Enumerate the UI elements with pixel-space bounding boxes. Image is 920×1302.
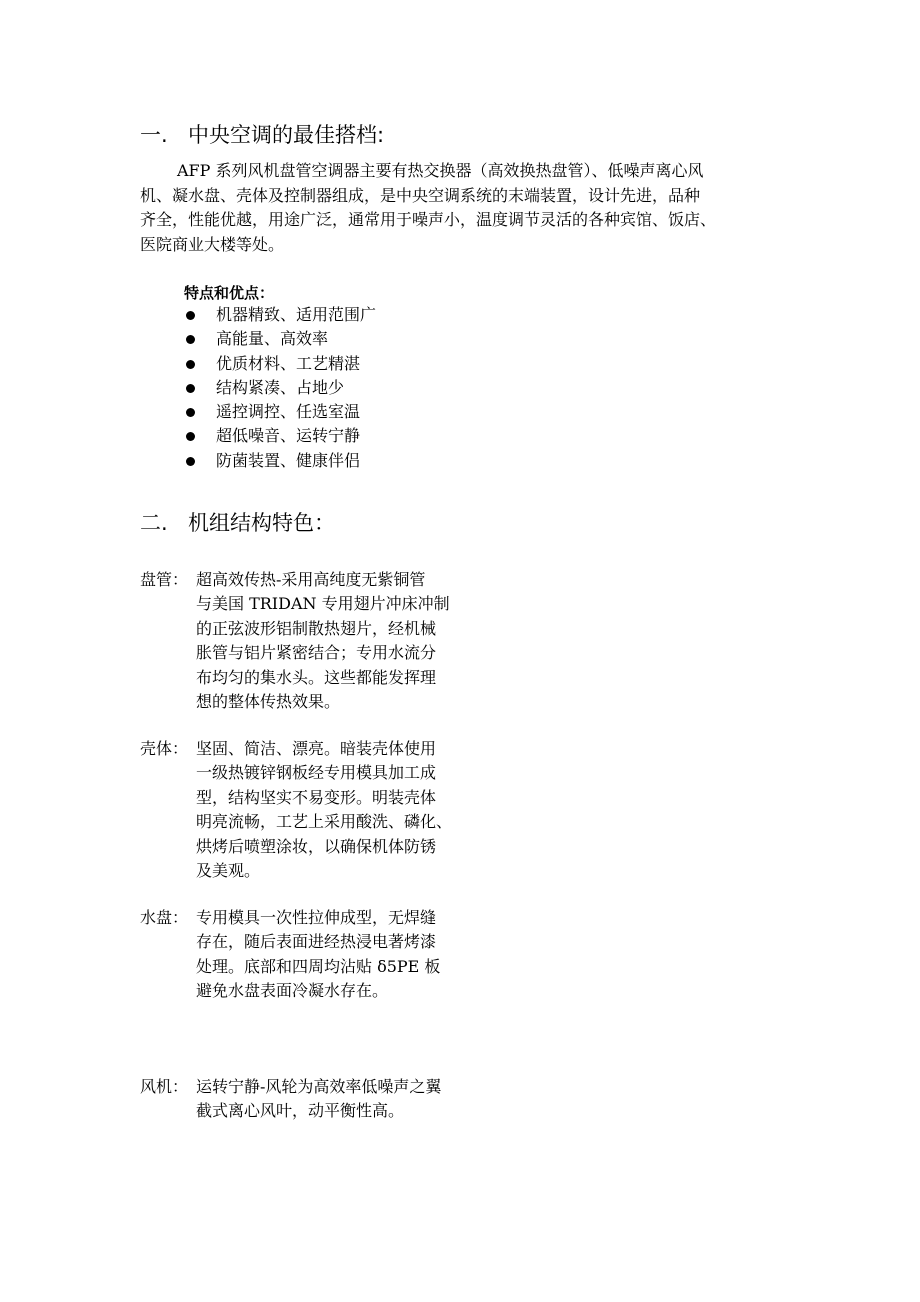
item-line: 的正弦波形铝制散热翅片，经机械: [196, 618, 437, 638]
item-line: 及美观。: [196, 860, 261, 880]
feature-text: 防菌装置、健康伴侣: [216, 450, 361, 470]
intro-line: 机、凝水盘、壳体及控制器组成，是中央空调系统的末端装置，设计先进，品种: [140, 185, 701, 205]
feature-item: [184, 449, 376, 473]
bullet-dot-icon: [186, 432, 195, 441]
item-line: 处理。底部和四周均沾贴 δ5PE 板: [196, 956, 441, 976]
item-line: 坚固、简洁、漂亮。暗装壳体使用: [196, 739, 437, 758]
section-1-title: 中央空调的最佳搭档:: [188, 123, 385, 147]
item-line: 与美国 TRIDAN 专用翅片冲床冲制: [196, 594, 450, 614]
section-1-number: 一.: [140, 123, 168, 147]
feature-text: 优质材料、工艺精湛: [216, 353, 361, 373]
features-list: [184, 303, 376, 473]
item-fan: [140, 1075, 520, 1125]
bullet-dot-icon: [186, 408, 195, 417]
item-line: 超高效传热-采用高纯度无紫铜管: [196, 570, 426, 589]
feature-text: 超低噪音、运转宁静: [216, 426, 361, 446]
item-label: 水盘：: [140, 908, 189, 927]
section-2-heading: [140, 509, 335, 537]
item-body: [196, 1075, 441, 1124]
item-line: 想的整体传热效果。: [196, 691, 341, 711]
item-casing: [140, 737, 520, 887]
item-line: 烘烤后喷塑涂妆，以确保机体防锈: [196, 836, 437, 856]
feature-item: [184, 400, 376, 424]
feature-item: [184, 327, 376, 351]
item-line: 布均匀的集水头。这些都能发挥理: [196, 667, 437, 687]
feature-item: [184, 303, 376, 327]
intro-line: 医院商业大楼等处。: [140, 234, 285, 254]
item-coil: [140, 568, 520, 718]
item-body: [196, 737, 452, 883]
section-2-number: 二.: [140, 511, 168, 535]
intro-line: 齐全，性能优越，用途广泛，通常用于噪声小，温度调节灵活的各种宾馆、饭店、: [140, 210, 717, 229]
item-line: 运转宁静-风轮为高效率低噪声之翼: [196, 1077, 442, 1096]
item-line: 一级热镀锌钢板经专用模具加工成: [196, 763, 437, 783]
item-body: [196, 568, 450, 714]
bullet-dot-icon: [186, 384, 195, 393]
feature-text: 结构紧凑、占地少: [216, 377, 345, 397]
item-line: 避免水盘表面冷凝水存在。: [196, 981, 389, 1001]
item-label: 壳体：: [140, 739, 189, 758]
item-label: 盘管：: [140, 570, 189, 589]
intro-paragraph: [140, 159, 820, 257]
item-line: 截式离心风叶，动平衡性高。: [196, 1101, 405, 1121]
feature-text: 机器精致、适用范围广: [216, 305, 377, 324]
feature-item: [184, 376, 376, 400]
section-1-heading: [140, 121, 384, 149]
feature-item: [184, 352, 376, 376]
bullet-dot-icon: [186, 457, 195, 466]
item-label: 风机：: [140, 1077, 189, 1096]
feature-text: 遥控调控、任选室温: [216, 402, 361, 422]
item-line: 胀管与铝片紧密结合；专用水流分: [196, 643, 437, 663]
features-title: 特点和优点：: [184, 284, 275, 302]
bullet-dot-icon: [186, 311, 195, 320]
item-line: 型，结构坚实不易变形。明装壳体: [196, 787, 437, 807]
item-body: [196, 906, 440, 1004]
bullet-dot-icon: [186, 360, 195, 369]
feature-item: [184, 424, 376, 448]
item-line: 明亮流畅，工艺上采用酸洗、磷化、: [196, 812, 453, 832]
item-drain-pan: [140, 906, 520, 1006]
feature-text: 高能量、高效率: [216, 329, 329, 349]
section-2-title: 机组结构特色：: [188, 511, 335, 535]
item-line: 专用模具一次性拉伸成型，无焊缝: [196, 908, 437, 927]
intro-line: AFP 系列风机盘管空调器主要有热交换器（高效换热盘管）、低噪声离心风: [177, 161, 704, 180]
item-line: 存在，随后表面进经热浸电著烤漆: [196, 932, 437, 952]
bullet-dot-icon: [186, 335, 195, 344]
